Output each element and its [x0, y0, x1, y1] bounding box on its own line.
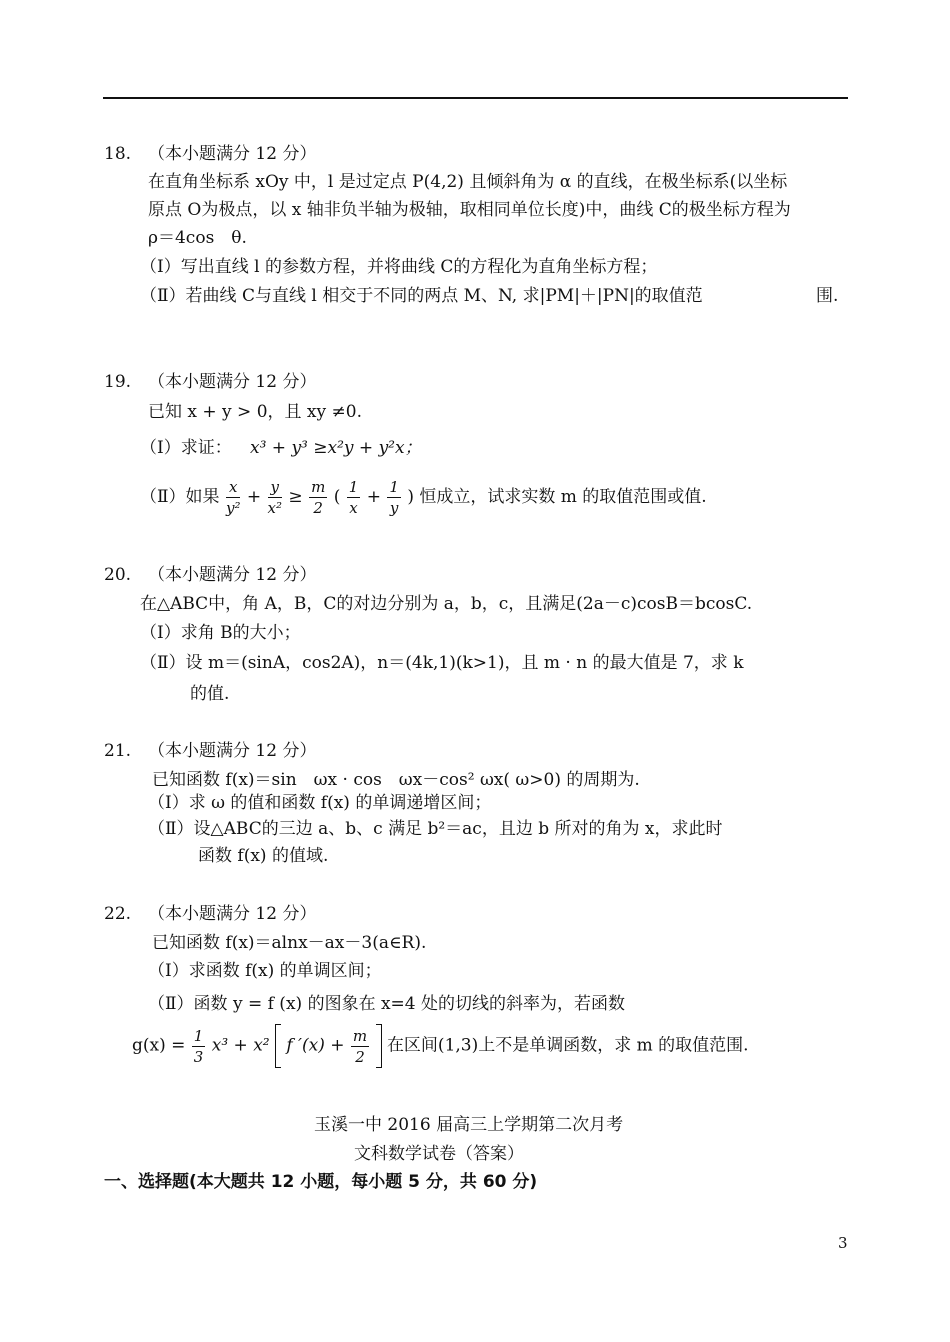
- frac-den: y: [389, 499, 399, 517]
- geq-sign: ≥: [288, 487, 303, 507]
- q18-part2: （Ⅱ）若曲线 C与直线 l 相交于不同的两点 M、N, 求|PM|＋|PN|的取值范: [140, 286, 703, 306]
- q18-part1: （Ⅰ）写出直线 l 的参数方程，并将曲线 C的方程化为直角坐标方程；: [140, 257, 658, 277]
- g-mid-expr: x³ + x²: [211, 1035, 270, 1056]
- q18-line1: 在直角坐标系 xOy 中，l 是过定点 P(4,2) 且倾斜角为 α 的直线，在极坐标系(以坐标: [148, 172, 788, 192]
- g-inner-expr: f ′(x) +: [286, 1035, 345, 1056]
- answer-title-2: 文科数学试卷（答案）: [354, 1144, 524, 1164]
- q21-header: （本小题满分 12 分）: [148, 741, 317, 761]
- q21-part2: （Ⅱ）设△ABC的三边 a、b、c 满足 b²＝ac，且边 b 所对的角为 x，求此时: [148, 819, 723, 839]
- q19-header: （本小题满分 12 分）: [148, 372, 317, 392]
- open-paren: (: [333, 487, 341, 507]
- q22-number: 22.: [104, 904, 132, 924]
- fraction-1-over-x: [347, 478, 361, 517]
- frac-den: x: [349, 499, 358, 517]
- q20-line1: 在△ABC中，角 A，B，C的对边分别为 a，b，c，且满足(2a－c)cosB＝bcosC.: [140, 594, 753, 614]
- frac-num: 1: [389, 478, 399, 496]
- left-bracket: [275, 1024, 281, 1068]
- q19-part2: [140, 478, 707, 517]
- right-bracket: [376, 1024, 382, 1068]
- q22-g-function: [132, 1024, 749, 1068]
- q18-line3: ρ＝4cos θ.: [148, 228, 247, 248]
- plus-sign: +: [366, 487, 381, 507]
- q22-header: （本小题满分 12 分）: [148, 904, 317, 924]
- frac-den: 2: [355, 1047, 365, 1066]
- q21-part2-cont: 函数 f(x) 的值域.: [198, 846, 329, 866]
- page-number: 3: [838, 1234, 848, 1252]
- header-rule: [103, 97, 848, 99]
- frac-num: 1: [348, 478, 359, 496]
- q21-line1: 已知函数 f(x)＝sin ωx · cos ωx－cos² ωx( ω>0) 的周期为.: [152, 770, 640, 790]
- q20-number: 20.: [104, 565, 132, 585]
- answer-section-heading: 一、选择题(本大题共 12 小题，每小题 5 分，共 60 分): [104, 1172, 538, 1192]
- q20-part2-cont: 的值.: [190, 684, 230, 704]
- q21-part1: （Ⅰ）求 ω 的值和函数 f(x) 的单调递增区间；: [148, 793, 492, 813]
- frac-num: x: [226, 478, 241, 498]
- fraction-1-over-y: [387, 478, 401, 517]
- q22-part1: （Ⅰ）求函数 f(x) 的单调区间；: [148, 961, 382, 981]
- frac-den: 2: [313, 499, 323, 517]
- q18-number: 18.: [104, 144, 132, 164]
- frac-num: m: [311, 478, 326, 496]
- q22-part2: （Ⅱ）函数 y = f (x) 的图象在 x=4 处的切线的斜率为，若函数: [148, 994, 626, 1014]
- q19-part2-label: （Ⅱ）如果: [140, 487, 220, 507]
- frac-den: y²: [225, 499, 241, 517]
- plus-sign: +: [246, 487, 262, 507]
- q19-line1: 已知 x + y > 0，且 xy ≠0.: [148, 402, 362, 422]
- answer-title-1: 玉溪一中 2016 届高三上学期第二次月考: [314, 1115, 624, 1135]
- fraction-x-over-y2: [226, 478, 241, 517]
- q21-number: 21.: [104, 741, 132, 761]
- frac-den: x²: [267, 499, 283, 517]
- frac-den: 3: [193, 1047, 204, 1066]
- close-paren: ): [407, 487, 414, 507]
- q18-line2: 原点 O为极点，以 x 轴非负半轴为极轴，取相同单位长度)中，曲线 C的极坐标方程为: [148, 200, 791, 220]
- q19-part2-tail: 恒成立，试求实数 m 的取值范围或值.: [419, 487, 707, 507]
- g-lhs: g(x) =: [132, 1035, 186, 1056]
- q22-line1: 已知函数 f(x)＝alnx－ax－3(a∈R).: [152, 933, 427, 953]
- q20-header: （本小题满分 12 分）: [148, 565, 317, 585]
- q20-part2: （Ⅱ）设 m＝(sinA，cos2A)，n＝(4k,1)(k>1)，且 m · n 的最大值是 7，求 k: [140, 653, 744, 673]
- q18-header: （本小题满分 12 分）: [148, 144, 317, 164]
- fraction-1-over-3: [192, 1027, 206, 1066]
- frac-num: m: [352, 1026, 368, 1045]
- frac-num: 1: [193, 1026, 204, 1045]
- fraction-m-over-2: [351, 1027, 369, 1066]
- g-tail: 在区间(1,3)上不是单调函数，求 m 的取值范围.: [386, 1035, 749, 1056]
- q19-number: 19.: [104, 372, 132, 392]
- q20-part1: （Ⅰ）求角 B的大小；: [140, 623, 301, 643]
- fraction-m-over-2: [309, 478, 327, 517]
- q19-part1-label: （Ⅰ）求证：: [140, 438, 232, 458]
- q18-part2-end: 围.: [816, 286, 839, 306]
- frac-num: y: [268, 478, 282, 498]
- fraction-y-over-x2: [268, 478, 282, 517]
- q19-part1-expr: x³ + y³ ≥x²y + y²x；: [250, 438, 422, 458]
